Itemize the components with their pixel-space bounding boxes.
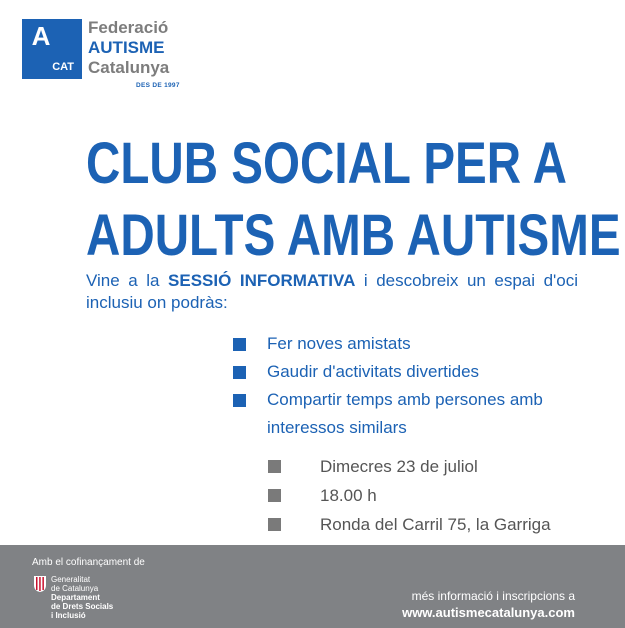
generalitat-department bbox=[51, 575, 113, 620]
federation-logo bbox=[22, 19, 82, 79]
gen-line-5: i Inclusió bbox=[51, 611, 86, 620]
title-line-2: ADULTS AMB AUTISME bbox=[86, 203, 621, 268]
list-item bbox=[233, 358, 583, 386]
logo-line-3: Catalunya bbox=[88, 58, 170, 77]
logo-letter: A bbox=[31, 21, 51, 51]
title-line-1: CLUB SOCIAL PER A bbox=[86, 131, 567, 196]
list-item-text: Fer noves amistats bbox=[267, 334, 411, 353]
event-date bbox=[268, 452, 598, 481]
cofinancing-label: Amb el cofinançament de bbox=[32, 557, 145, 568]
intro-highlight: SESSIÓ INFORMATIVA bbox=[168, 271, 356, 290]
square-bullet-icon bbox=[268, 489, 281, 502]
gen-line-4: de Drets Socials bbox=[51, 602, 114, 611]
square-bullet-icon bbox=[233, 366, 246, 379]
intro-before: Vine a la bbox=[86, 271, 169, 290]
list-item-text: Compartir temps amb persones amb interessos similars bbox=[267, 390, 543, 437]
event-date-text: Dimecres 23 de juliol bbox=[320, 457, 478, 476]
event-time bbox=[268, 481, 598, 510]
generalitat-logo-icon bbox=[33, 575, 47, 593]
list-item bbox=[233, 330, 583, 358]
logo-since: DES DE 1997 bbox=[136, 82, 180, 89]
page-title bbox=[86, 128, 621, 272]
square-bullet-icon bbox=[268, 518, 281, 531]
gen-line-1: Generalitat bbox=[51, 575, 91, 584]
event-details bbox=[268, 452, 598, 539]
square-bullet-icon bbox=[268, 460, 281, 473]
logo-cat: CAT bbox=[52, 61, 74, 73]
website-link[interactable]: www.autismecatalunya.com bbox=[402, 605, 575, 620]
benefits-list bbox=[233, 330, 583, 442]
event-location bbox=[268, 510, 598, 539]
footer bbox=[0, 545, 625, 628]
gen-line-2: de Catalunya bbox=[51, 584, 99, 593]
square-bullet-icon bbox=[233, 394, 246, 407]
list-item bbox=[233, 386, 583, 442]
intro-after: i descobreix un espai d'oci inclusiu on podràs: bbox=[86, 271, 579, 312]
square-bullet-icon bbox=[233, 338, 246, 351]
list-item-text: Gaudir d'activitats divertides bbox=[267, 362, 480, 381]
intro-text bbox=[86, 270, 578, 314]
logo-line-2: AUTISME bbox=[88, 38, 165, 57]
gen-line-3: Departament bbox=[51, 593, 100, 602]
logo-wordmark bbox=[88, 18, 188, 78]
event-time-text: 18.00 h bbox=[320, 486, 377, 505]
more-info-label: més informació i inscripcions a bbox=[411, 589, 575, 603]
event-location-text: Ronda del Carril 75, la Garriga bbox=[320, 515, 551, 534]
logo-line-1: Federació bbox=[88, 18, 169, 37]
